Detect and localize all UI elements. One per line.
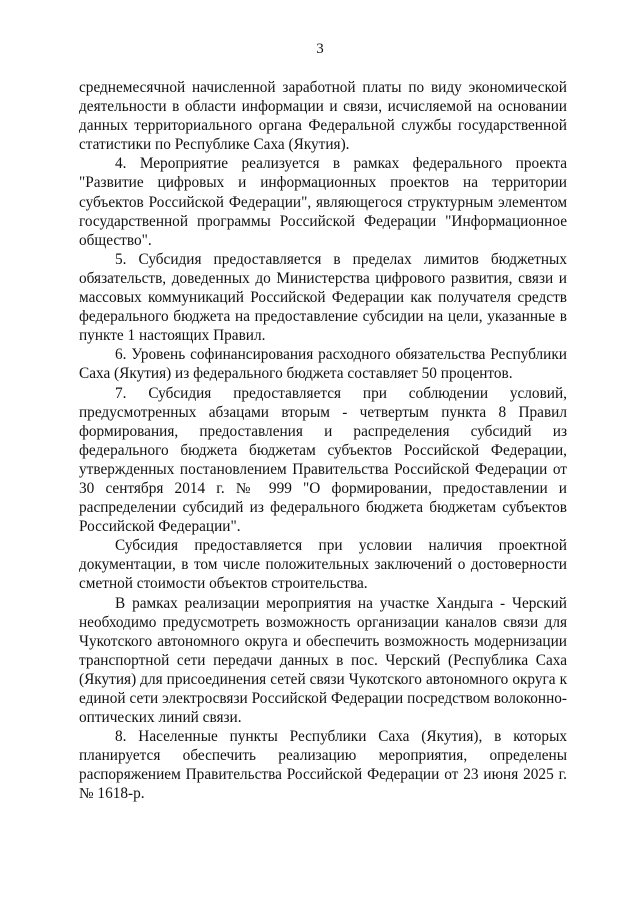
paragraph-item-4: 4. Мероприятие реализуется в рамках федерального проекта "Развитие цифровых и информационных проектов на территории субъектов Российской Федерации", являющегося структурным элементом государственной программы Российской Федерации "Информационное общество". <box>79 155 567 249</box>
paragraph-item-5: 5. Субсидия предоставляется в пределах лимитов бюджетных обязательств, доведенных до Министерства цифрового развития, связи и массовых коммуникаций Российской Федерации как получателя средств федерального бюджета на предоставление субсидии на цели, указанные в пункте 1 настоящих Правил. <box>79 250 567 345</box>
paragraph-item-7: 7. Субсидия предоставляется при соблюдении условий, предусмотренных абзацами вторым - четвертым пункта 8 Правил формирования, предоставления и распределения субсидий из федерального бюджета бюджетам субъектов Российской Федерации, утвержденных постановлением Правительства Российской Федерации от 30 сентября 2014 г. № 999 "О формировании, предоставлении и распределении субсидий из федерального бюджета бюджетам субъектов Российской Федерации". <box>79 384 567 536</box>
paragraph-item-8: 8. Населенные пункты Республики Саха (Якутия), в которых планируется обеспечить реализацию мероприятия, определены распоряжением Правительства Российской Федерации от 23 июня 2025 г. № 1618-р. <box>79 728 567 803</box>
paragraph-subsidy-condition: Субсидия предоставляется при условии наличия проектной документации, в том числе положительных заключений о достоверности сметной стоимости объектов строительства. <box>79 537 567 593</box>
paragraph-continuation: среднемесячной начисленной заработной платы по виду экономической деятельности в области информации и связи, исчисляемой на основании данных территориального органа Федеральной службы государственной статистики по Республике Саха (Якутия). <box>79 79 567 154</box>
paragraph-item-6: 6. Уровень софинансирования расходного обязательства Республики Саха (Якутия) из федерального бюджета составляет 50 процентов. <box>79 346 567 383</box>
paragraph-khandyga-chersky: В рамках реализации мероприятия на участке Хандыга - Черский необходимо предусмотреть возможность организации каналов связи для Чукотского автономного округа и обеспечить возможность модернизации транспортной сети передачи данных в пос. Черский (Республика Саха (Якутия) для присоединения сетей связи Чукотского автономного округа к единой сети электросвязи Российской Федерации посредством волоконно-оптических линий связи. <box>79 594 567 727</box>
page-number: 3 <box>316 41 324 57</box>
document-body <box>79 78 567 804</box>
